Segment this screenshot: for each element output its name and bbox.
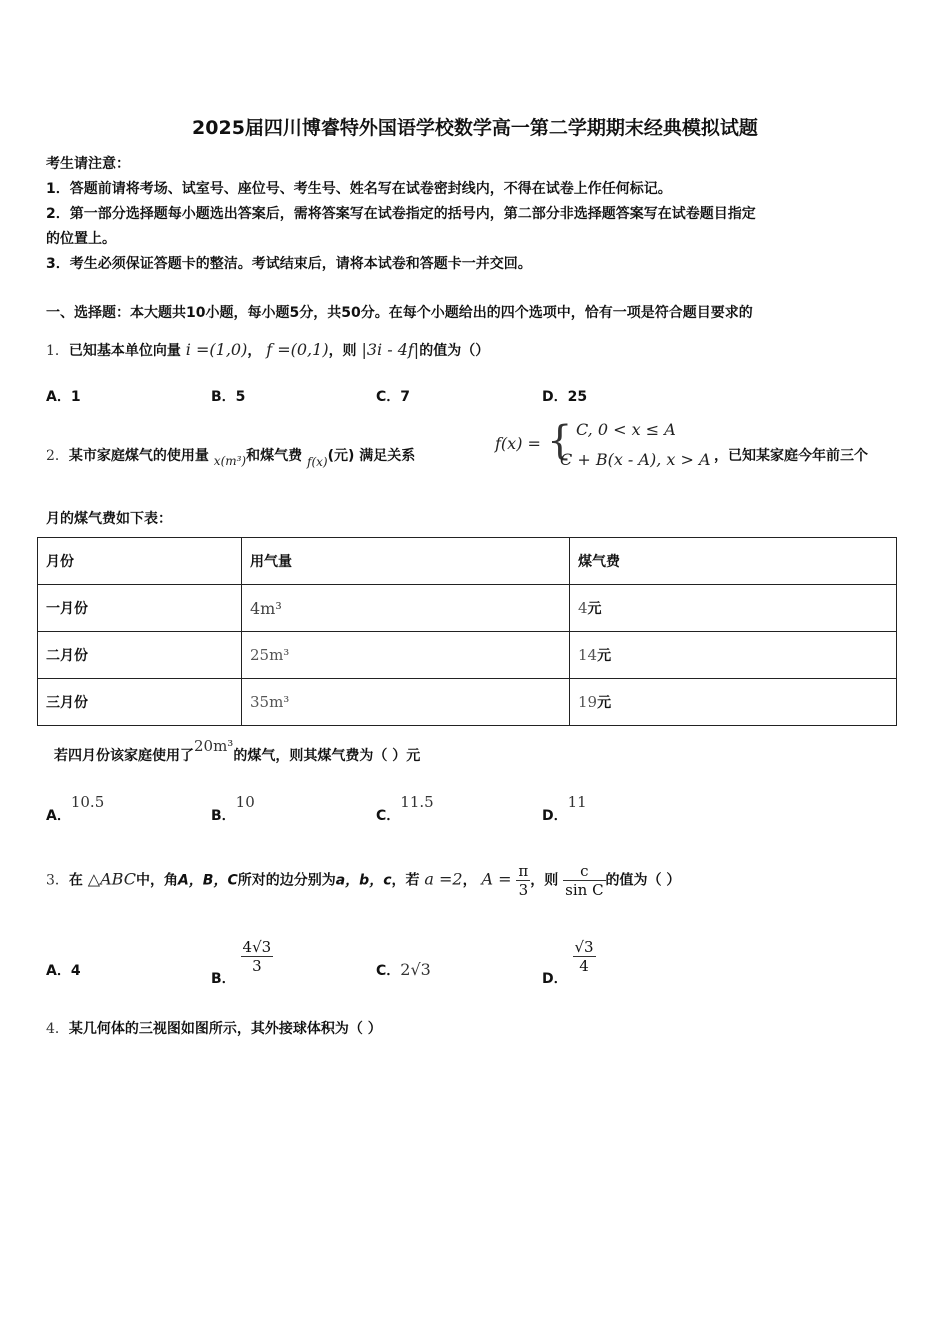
q3-option-a: A．4 xyxy=(46,963,81,979)
q2-line-2: 月的煤气费如下表： xyxy=(46,511,172,527)
table-header-usage: 用气量 xyxy=(242,538,570,585)
q1-text-pre: 已知基本单位向量 xyxy=(68,343,181,359)
table-cell-month: 三月份 xyxy=(38,679,242,726)
q1-magnitude: |3i - 4f| xyxy=(361,340,420,359)
q2-usage-var: x(m³) xyxy=(213,454,247,468)
table-row xyxy=(38,632,897,679)
q2-option-b: B．10 xyxy=(211,793,255,824)
q3-option-b: B． $\frac{4√3}{3}$ xyxy=(211,938,272,987)
table-cell-usage: 35m³ xyxy=(242,679,570,726)
q1-option-a: A．1 xyxy=(46,389,81,405)
q3-side-a: a =2 xyxy=(424,869,463,889)
table-row xyxy=(38,679,897,726)
q3-option-c: C．2√3 xyxy=(376,960,431,979)
page-title: 2025届四川博睿特外国语学校数学高一第二学期期末经典模拟试题 xyxy=(192,117,758,139)
table-cell-usage: 4m³ xyxy=(242,585,570,632)
question-1 xyxy=(46,340,489,360)
notice-item-2: 2．第一部分选择题每小题选出答案后，需将答案写在试卷指定的括号内，第二部分非选择题答案写在试卷题目指定 xyxy=(46,206,756,222)
q1-vector-i: i =(1,0) xyxy=(185,340,248,359)
table-header-fee: 煤气费 xyxy=(570,538,897,585)
q3-angle-fraction: $\frac{\pi}{3}$ xyxy=(518,862,529,899)
q1-option-b: B．5 xyxy=(211,389,246,405)
q2-case-1: C, 0 < x ≤ A xyxy=(576,420,676,439)
section-heading: 一、选择题：本大题共10小题，每小题5分，共50分。在每个小题给出的四个选项中，恰有一项是符合题目要求的 xyxy=(46,305,753,321)
notice-header: 考生请注意： xyxy=(46,156,130,172)
q2-case-2: C + B(x - A), x > A xyxy=(560,450,711,469)
q1-text-post: 的值为（） xyxy=(419,343,490,359)
q3-option-d: D． $\frac{√3}{4}$ xyxy=(542,938,594,987)
q3-target-fraction: $\frac{c}{\text{sin C}}$ xyxy=(565,862,604,899)
notice-item-1: 1．答题前请将考场、试室号、座位号、考生号、姓名写在试卷密封线内，不得在试卷上作任何标记。 xyxy=(46,181,672,197)
q2-followup: 若四月份该家庭使用了20m³的煤气，则其煤气费为（ ）元 xyxy=(54,737,421,764)
notice-item-3: 3．考生必须保证答题卡的整洁。考试结束后，请将本试卷和答题卡一并交回。 xyxy=(46,256,532,272)
table-cell-fee: 19元 xyxy=(570,679,897,726)
q2-option-d: D．11 xyxy=(542,793,587,824)
q2-option-a: A．10.5 xyxy=(46,793,105,824)
q1-sep: ， xyxy=(247,343,262,359)
gas-fee-table xyxy=(37,537,897,726)
q2-text-post: ，已知某家庭今年前三个 xyxy=(714,448,868,464)
table-header-month: 月份 xyxy=(38,538,242,585)
q2-fx-label: f(x) = xyxy=(495,434,541,453)
q1-option-d: D．25 xyxy=(542,389,588,405)
table-cell-usage: 25m³ xyxy=(242,632,570,679)
q2-brace: { xyxy=(547,418,573,464)
question-4: 4．某几何体的三视图如图所示，其外接球体积为（ ） xyxy=(46,1021,382,1037)
table-cell-month: 一月份 xyxy=(38,585,242,632)
table-row xyxy=(38,585,897,632)
q1-text-mid: ，则 xyxy=(328,343,357,359)
q2-option-c: C．11.5 xyxy=(376,793,434,824)
q2-fee-var: f(x) xyxy=(307,455,328,469)
q1-vector-f: f =(0,1) xyxy=(266,340,329,359)
q3-angle-lhs: A = xyxy=(481,869,512,889)
q3-triangle: △ABC xyxy=(87,869,136,889)
q1-number: 1． xyxy=(46,343,69,359)
table-cell-fee: 4元 xyxy=(570,585,897,632)
q1-option-c: C．7 xyxy=(376,389,411,405)
notice-item-2-cont: 的位置上。 xyxy=(46,231,116,247)
table-header-row xyxy=(38,538,897,585)
table-cell-month: 二月份 xyxy=(38,632,242,679)
question-3: 3．在 △ABC中，角A，B，C所对的边分别为a，b，c，若 a =2， A = $\frac{\pi}{3}$ ，则 $\frac{c}{\text{sin C}}$ 的值为（ ） xyxy=(46,862,681,899)
table-cell-fee: 14元 xyxy=(570,632,897,679)
question-2-pre: 2．某市家庭煤气的使用量 x(m³)和煤气费 f(x)(元) 满足关系 xyxy=(46,448,416,469)
